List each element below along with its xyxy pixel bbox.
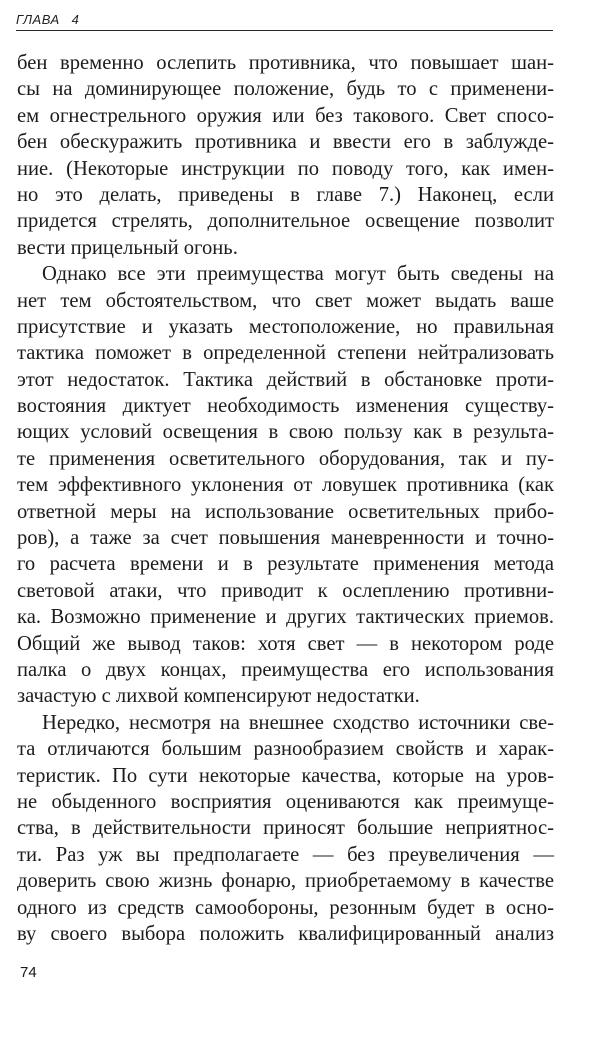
text-line: ка. Возможно применение и других тактических приемов. <box>17 606 554 629</box>
text-line: та отличаются большим разнообразием свойств и харак- <box>17 738 554 761</box>
text-line: вести прицельный огонь. <box>17 236 238 259</box>
running-head <box>16 12 553 31</box>
body-text <box>17 50 554 947</box>
chapter-number: 4 <box>71 12 80 27</box>
text-line: бен обескуражить противника и ввести его в заблужде- <box>17 131 554 154</box>
text-line: этот недостаток. Тактика действий в обстановке проти- <box>17 368 554 391</box>
text-line: не обыденного восприятия оцениваются как преимуще- <box>17 790 554 813</box>
text-line: палка о двух концах, преимущества его использования <box>17 658 554 681</box>
paragraph-2 <box>17 261 554 710</box>
text-line: доверить свою жизнь фонарю, приобретаемому в качестве <box>17 870 554 893</box>
text-line: ства, в действительности приносят большие неприятнос- <box>17 817 554 840</box>
text-line: Общий же вывод таков: хотя свет — в некотором роде <box>17 632 554 655</box>
text-line: те применения осветительного оборудования, так и пу- <box>17 447 554 470</box>
chapter-label: ГЛАВА <box>16 12 60 27</box>
text-line: ти. Раз уж вы предполагаете — без преувеличения — <box>17 843 554 866</box>
text-line: но это делать, приведены в главе 7.) Наконец, если <box>17 183 554 206</box>
text-line: ву своего выбора положить квалифицированный анализ <box>17 922 554 945</box>
text-line: Нередко, несмотря на внешнее сходство источники све- <box>42 711 554 734</box>
text-line: востояния диктует необходимость изменения существу- <box>17 395 554 418</box>
text-line: световой атаки, что приводит к ослеплению противни- <box>17 579 554 602</box>
text-line: придется стрелять, дополнительное освещение позволит <box>17 210 554 233</box>
text-line: тем эффективного уклонения от ловушек противника (как <box>17 474 554 497</box>
text-line: ющих условий освещения в свою пользу как в результа- <box>17 421 554 444</box>
text-line: тактика поможет в определенной степени нейтрализовать <box>17 342 554 365</box>
paragraph-1 <box>17 50 554 261</box>
text-line: нет тем обстоятельством, что свет может выдать ваше <box>17 289 554 312</box>
text-line: бен временно ослепить противника, что повышает шан- <box>17 52 554 74</box>
text-line: ров), а таже за счет повышения маневренности и точно- <box>17 527 554 550</box>
paragraph-3 <box>17 710 554 948</box>
text-line: ответной меры на использование осветительных прибо- <box>17 500 554 523</box>
text-line: ем огнестрельного оружия или без такового. Свет спосо- <box>17 104 554 127</box>
text-line: зачастую с лихвой компенсируют недостатки. <box>17 685 420 708</box>
text-line: присутствие и указать местоположение, но правильная <box>17 315 554 338</box>
text-line: Однако все эти преимущества могут быть сведены на <box>42 263 554 286</box>
text-line: ние. (Некоторые инструкции по поводу того, как имен- <box>17 157 554 180</box>
text-line: сы на доминирующее положение, будь то с применени- <box>17 78 554 101</box>
text-line: одного из средств самообороны, резонным будет в осно- <box>17 896 554 919</box>
text-line: теристик. По сути некоторые качества, которые на уров- <box>17 764 554 787</box>
text-line: го расчета времени и в результате применения метода <box>17 553 554 576</box>
page-number: 74 <box>20 964 37 981</box>
